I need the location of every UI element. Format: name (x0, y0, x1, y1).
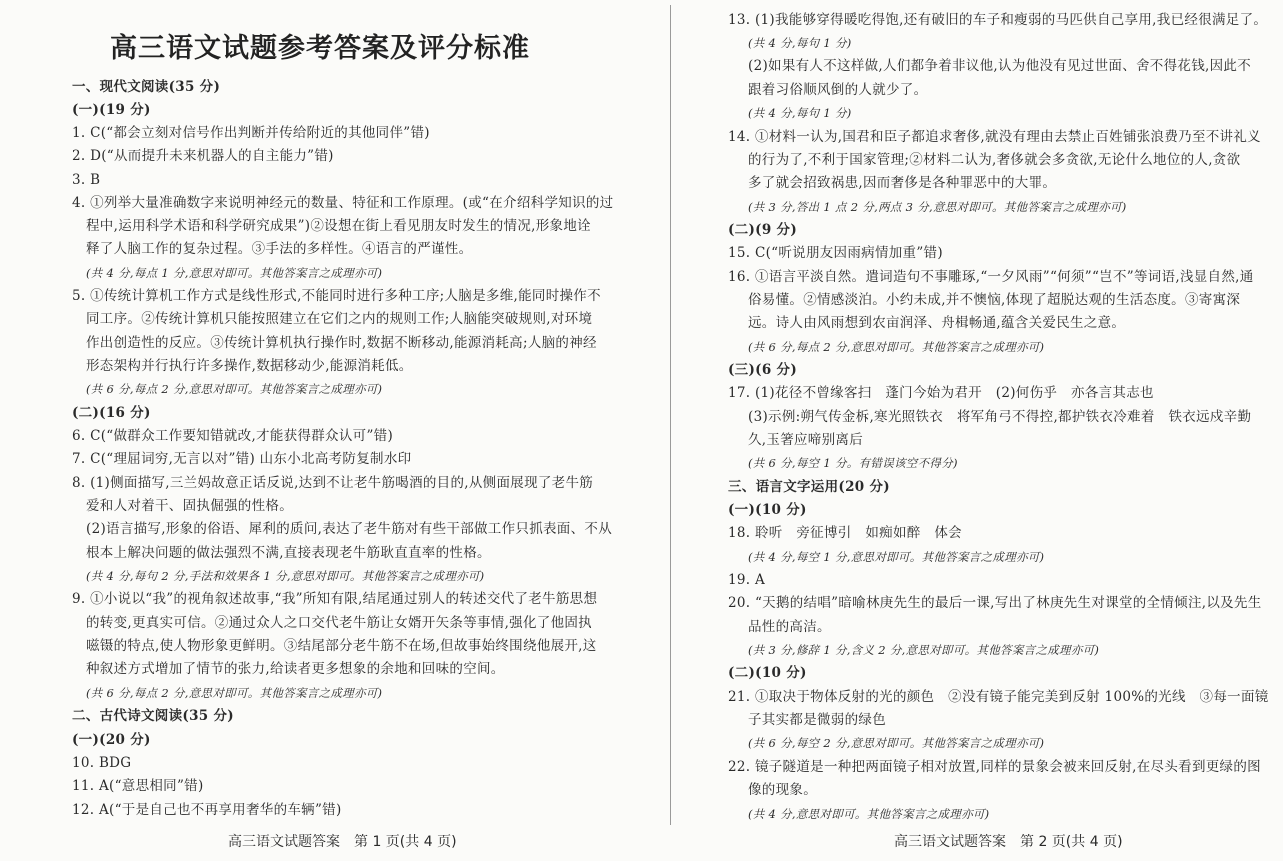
answer-line: 16. ①语言平淡自然。遣词造句不事雕琢,“一夕风雨”“何须”“岂不”等词语,浅显自然,通 (728, 269, 1254, 285)
page-2 (672, 0, 1283, 861)
answer-line: 像的现象。 (748, 782, 817, 798)
answer-line: 的转变,更真实可信。②通过众人之口交代老牛筋让女婿开矢条等事情,强化了他固执 (86, 615, 592, 631)
subsection-heading: (二)(10 分) (728, 665, 807, 681)
answer-line: 远。诗人由风雨想到农亩润泽、舟楫畅通,蕴含关爱民生之意。 (748, 315, 1126, 331)
answer-line: 15. C(“听说朋友因雨病情加重”错) (728, 245, 943, 261)
subsection-heading: (二)(9 分) (728, 222, 798, 238)
scoring-note: (共 4 分,每点 1 分,意思对即可。其他答案言之成理亦可) (86, 266, 383, 280)
page-divider (670, 5, 671, 825)
answer-line: 俗易懂。②情感淡泊。小约未成,并不懊恼,体现了超脱达观的生活态度。③寄寓深 (748, 292, 1241, 308)
answer-line: 21. ①取决于物体反射的光的颜色 ②没有镜子能完美到反射 100%的光线 ③每一面镜 (728, 689, 1269, 705)
answer-line: 10. BDG (72, 755, 132, 771)
answer-line: 12. A(“于是自己也不再享用奢华的车辆”错) (72, 802, 342, 818)
answer-line: 19. A (728, 572, 766, 588)
answer-line: 同工序。②传统计算机只能按照建立在它们之内的规则工作;人脑能突破规则,对环境 (86, 311, 593, 327)
answer-line: 2. D(“从而提升未来机器人的自主能力”错) (72, 148, 334, 164)
subsection-heading: (一)(10 分) (728, 502, 807, 518)
page-footer: 高三语文试题答案 第 2 页(共 4 页) (894, 834, 1123, 850)
answer-line: 8. (1)侧面描写,三兰妈故意正话反说,达到不让老牛筋喝酒的目的,从侧面展现了老牛筋 (72, 475, 594, 491)
scoring-note: (共 4 分,每空 1 分,意思对即可。其他答案言之成理亦可) (748, 550, 1045, 564)
answer-line: 跟着习俗顺风倒的人就少了。 (748, 82, 928, 98)
answer-line: 久,玉箸应啼别离后 (748, 432, 863, 448)
scoring-note: (共 6 分,每点 2 分,意思对即可。其他答案言之成理亦可) (748, 340, 1045, 354)
answer-line: 种叙述方式增加了情节的张力,给读者更多想象的余地和回味的空间。 (86, 661, 505, 677)
scoring-note: (共 3 分,答出 1 点 2 分,两点 3 分,意思对即可。其他答案言之成理亦可) (748, 200, 1127, 214)
scoring-note: (共 4 分,每句 1 分) (748, 36, 852, 50)
subsection-heading: (二)(16 分) (72, 405, 151, 421)
answer-line: 5. ①传统计算机工作方式是线性形式,不能同时进行多种工序;人脑是多维,能同时操作不 (72, 288, 601, 304)
scoring-note: (共 6 分,每点 2 分,意思对即可。其他答案言之成理亦可) (86, 686, 383, 700)
answer-line: 17. (1)花径不曾缘客扫 蓬门今始为君开 (2)何伤乎 亦各言其志也 (728, 385, 1154, 401)
scoring-note: (共 4 分,每句 1 分) (748, 106, 852, 120)
scoring-note: (共 6 分,每点 2 分,意思对即可。其他答案言之成理亦可) (86, 382, 383, 396)
answer-line: 3. B (72, 172, 101, 188)
scoring-note: (共 3 分,修辞 1 分,含义 2 分,意思对即可。其他答案言之成理亦可) (748, 643, 1100, 657)
page-footer: 高三语文试题答案 第 1 页(共 4 页) (228, 834, 457, 850)
answer-line: 多了就会招致祸患,因而奢侈是各种罪恶中的大罪。 (748, 175, 1057, 191)
answer-line: (3)示例:朔气传金柝,寒光照铁衣 将军角弓不得控,都护铁衣冷难着 铁衣远戍辛勤 (748, 409, 1252, 425)
answer-line: 14. ①材料一认为,国君和臣子都追求奢侈,就没有理由去禁止百姓铺张浪费乃至不讲礼义 (728, 129, 1261, 145)
answer-line: 程中,运用科学术语和科学研究成果”)②设想在街上看见朋友时发生的情况,形象地诠 (86, 218, 591, 234)
subsection-heading: (三)(6 分) (728, 362, 798, 378)
answer-line: (2)语言描写,形象的俗语、犀利的质问,表达了老牛筋对有些干部做工作只抓表面、不从 (86, 521, 613, 537)
answer-line: 11. A(“意思相同”错) (72, 778, 204, 794)
answer-line: 释了人脑工作的复杂过程。③手法的多样性。④语言的严谨性。 (86, 241, 473, 257)
answer-line: 4. ①列举大量准确数字来说明神经元的数量、特征和工作原理。(或“在介绍科学知识的过 (72, 195, 614, 211)
answer-line: 13. (1)我能够穿得暖吃得饱,还有破旧的车子和瘦弱的马匹供自己享用,我已经很满足了。 (728, 12, 1268, 28)
answer-line: 品性的高洁。 (748, 619, 831, 635)
answer-line: 6. C(“做群众工作要知错就改,才能获得群众认可”错) (72, 428, 394, 444)
answer-line: 1. C(“都会立刻对信号作出判断并传给附近的其他同伴”错) (72, 125, 430, 141)
subsection-heading: (一)(19 分) (72, 102, 151, 118)
answer-line: 的行为了,不利于国家管理;②材料二认为,奢侈就会多贪欲,无论什么地位的人,贪欲 (748, 152, 1241, 168)
answer-line: 形态架构并行执行许多操作,数据移动少,能源消耗低。 (86, 358, 413, 374)
answer-line: 作出创造性的反应。③传统计算机执行操作时,数据不断移动,能源消耗高;人脑的神经 (86, 335, 597, 351)
scoring-note: (共 4 分,意思对即可。其他答案言之成理亦可) (748, 807, 990, 821)
subsection-heading: (一)(20 分) (72, 732, 151, 748)
answer-line: 7. C(“理屈词穷,无言以对”错) 山东小北高考防复制水印 (72, 451, 412, 467)
document-title: 高三语文试题参考答案及评分标准 (110, 33, 530, 64)
answer-line: 爱和人对着干、固执倔强的性格。 (86, 498, 293, 514)
scoring-note: (共 6 分,每空 2 分,意思对即可。其他答案言之成理亦可) (748, 736, 1045, 750)
answer-line: 9. ①小说以“我”的视角叙述故事,“我”所知有限,结尾通过别人的转述交代了老牛筋思想 (72, 591, 598, 607)
answer-line: 子其实都是微弱的绿色 (748, 712, 886, 728)
answer-line: 22. 镜子隧道是一种把两面镜子相对放置,同样的景象会被来回反射,在尽头看到更绿的图 (728, 759, 1261, 775)
answer-line: 根本上解决问题的做法强烈不满,直接表现老牛筋耿直直率的性格。 (86, 545, 491, 561)
section-heading: 三、语言文字运用(20 分) (728, 479, 890, 495)
scoring-note: (共 6 分,每空 1 分。有错误该空不得分) (748, 456, 958, 470)
section-heading: 二、古代诗文阅读(35 分) (72, 708, 234, 724)
answer-line: 嗞镊的特点,使人物形象更鲜明。③结尾部分老牛筋不在场,但故事始终围绕他展开,这 (86, 638, 597, 654)
section-heading: 一、现代文阅读(35 分) (72, 79, 221, 95)
scoring-note: (共 4 分,每句 2 分,手法和效果各 1 分,意思对即可。其他答案言之成理亦可) (86, 569, 485, 583)
answer-line: (2)如果有人不这样做,人们都争着非议他,认为他没有见过世面、舍不得花钱,因此不 (748, 58, 1251, 74)
answer-line: 18. 聆听 旁征博引 如痴如醉 体会 (728, 525, 962, 541)
page-1 (0, 0, 640, 861)
answer-line: 20. “天鹅的结唱”暗喻林庚先生的最后一课,写出了林庚先生对课堂的全情倾注,以及先生 (728, 595, 1262, 611)
